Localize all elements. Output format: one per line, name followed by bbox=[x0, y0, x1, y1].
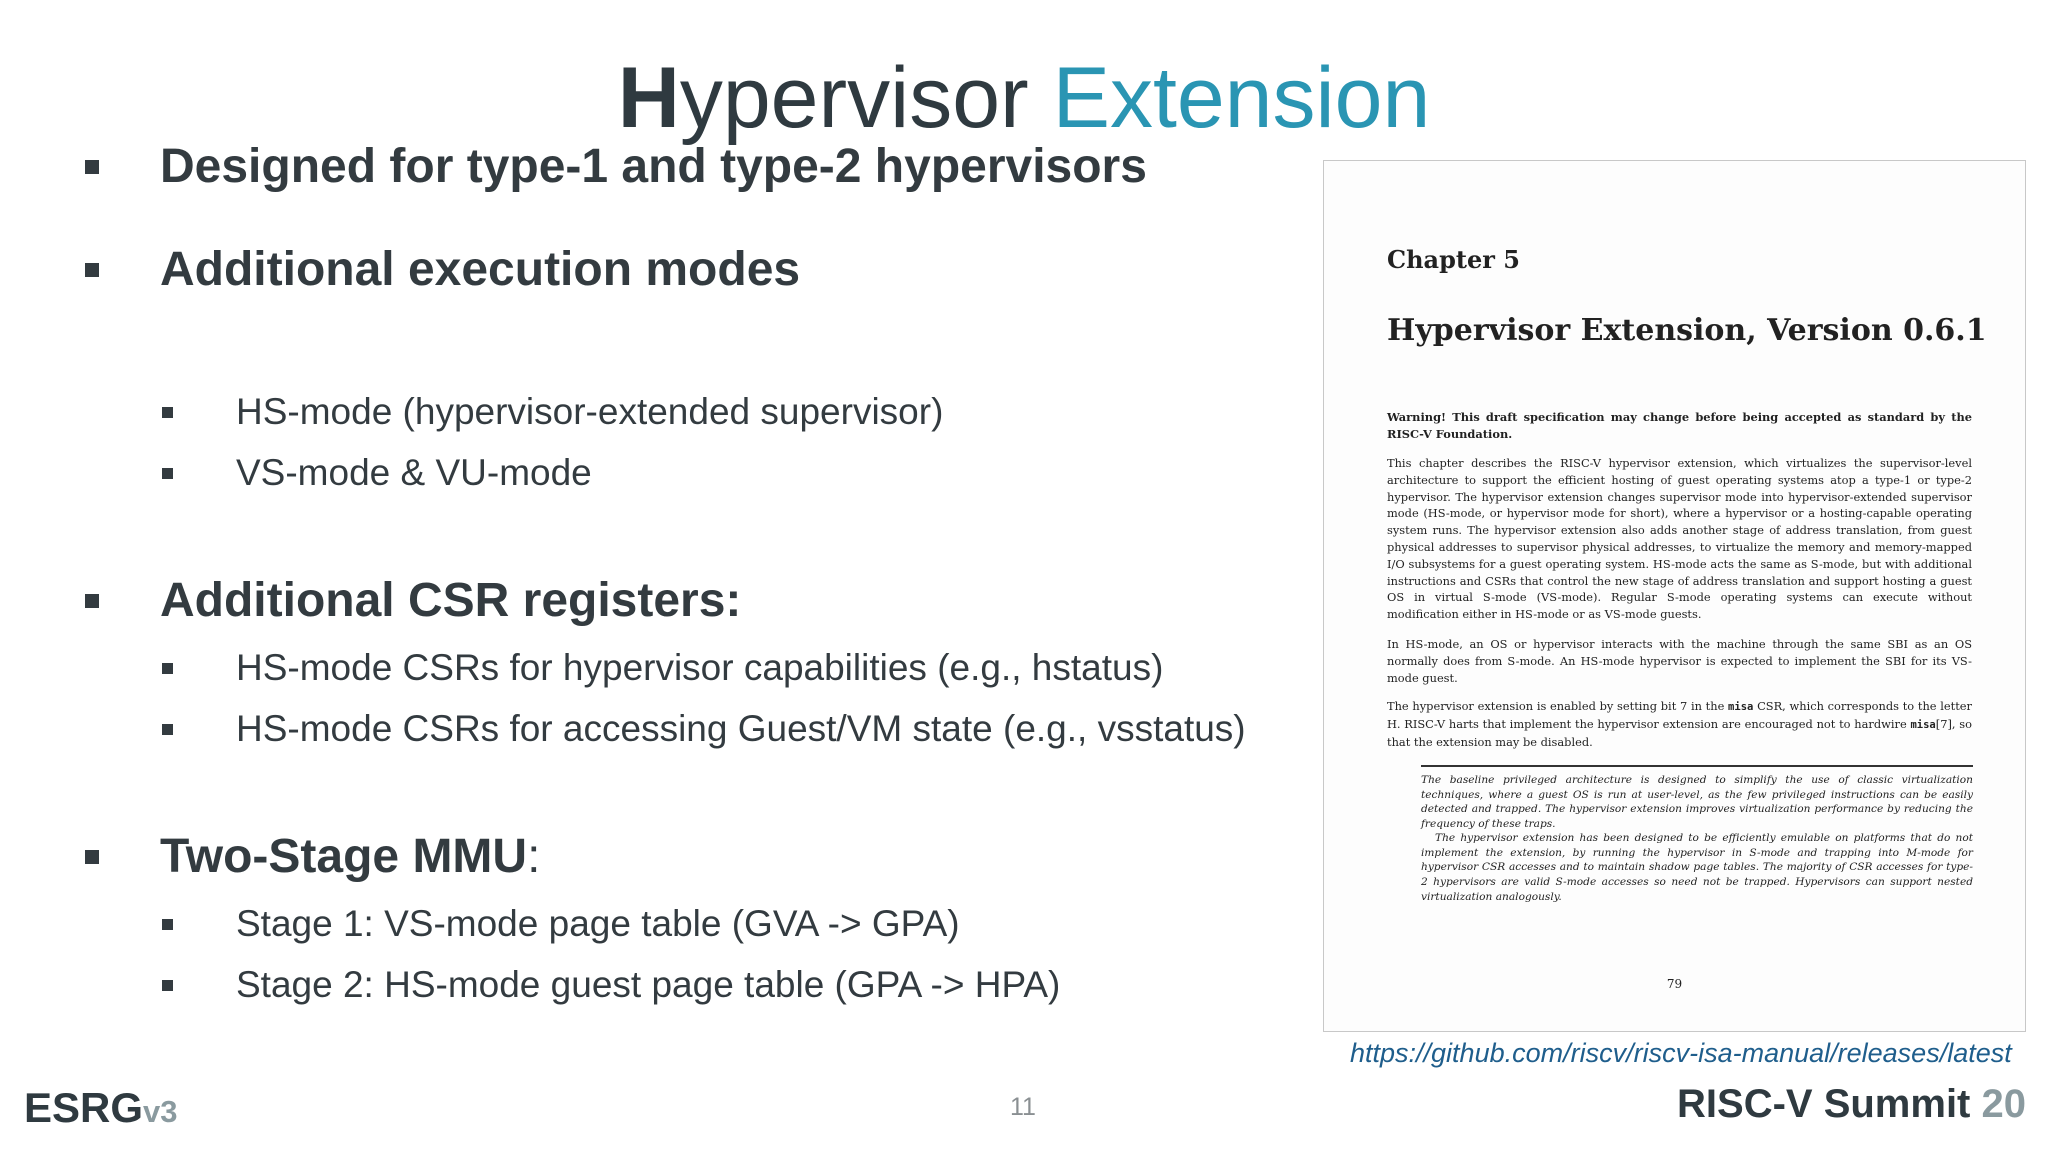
square-bullet-icon bbox=[85, 850, 99, 864]
square-bullet-icon bbox=[85, 594, 99, 608]
doc-page-number: 79 bbox=[1666, 977, 1683, 991]
sub-bullet-text: VS-mode & VU-mode bbox=[236, 452, 592, 493]
event-year: 20 bbox=[1981, 1082, 2026, 1126]
square-bullet-icon bbox=[162, 407, 173, 418]
doc-warning: Warning! This draft specification may change before being accepted as standard by the RISC-V Foundation. bbox=[1387, 410, 1972, 441]
sub-bullet-text: HS-mode CSRs for accessing Guest/VM state (e.g., vsstatus) bbox=[236, 708, 1246, 749]
bullet-text bbox=[160, 828, 540, 886]
doc-title: Hypervisor Extension, Version 0.6.1 bbox=[1387, 313, 1987, 348]
doc-commentary: The baseline privileged architecture is designed to simplify the use of classic virtualization techniques, where a guest OS is run at user-level, as the few privileged instructions can be easily detected and trapped. The hypervisor extension improves virtualization performance by reducing the frequency of these traps. bbox=[1421, 774, 1973, 831]
title-rest: ypervisor bbox=[679, 50, 1053, 146]
doc-text: CSR, which corresponds to the letter H. RISC-V harts that implement the hypervisor extension are encouraged not to hardwire bbox=[1387, 699, 1972, 731]
event-name: RISC-V Summit bbox=[1677, 1082, 1982, 1126]
doc-chapter: Chapter 5 bbox=[1387, 245, 1520, 274]
doc-text: The hypervisor extension is enabled by setting bit 7 in the bbox=[1387, 699, 1729, 713]
sub-bullet-text: Stage 2: HS-mode guest page table (GPA -> HPA) bbox=[236, 964, 1061, 1005]
slide-title bbox=[0, 48, 2048, 148]
logo-suffix: v3 bbox=[143, 1094, 178, 1129]
sub-bullet-text: HS-mode (hypervisor-extended supervisor) bbox=[236, 391, 944, 432]
bullet-text: Designed for type-1 and type-2 hypervisors bbox=[160, 140, 1147, 193]
event-logo bbox=[1677, 1082, 2026, 1127]
slide-number: 11 bbox=[1010, 1093, 1036, 1121]
doc-paragraph: In HS-mode, an OS or hypervisor interacts with the machine through the same SBI as an OS normally does from S-mode. An HS-mode hypervisor is expected to implement the SBI for its VS-mode guest. bbox=[1387, 637, 1972, 685]
logo-main: ESRG bbox=[24, 1084, 144, 1131]
bullet-text-colon: : bbox=[527, 830, 541, 883]
doc-commentary: The hypervisor extension has been designed to be efficiently emulable on platforms that do not implement the extension, by running the hypervisor in S-mode and trapping into M-mode for hypervisor CSR accesses and to maintain shadow page tables. The majority of CSR accesses for type-2 hypervisors are valid S-mode accesses so need not be trapped. Hypervisors can support nested virtualization analogously. bbox=[1421, 832, 1973, 903]
source-link[interactable]: https://github.com/riscv/riscv-isa-manual/releases/latest bbox=[1350, 1038, 2012, 1068]
square-bullet-icon bbox=[162, 724, 173, 735]
bullet-text: Additional execution modes bbox=[160, 243, 801, 296]
doc-divider bbox=[1421, 765, 1973, 767]
sub-bullet-text: HS-mode CSRs for hypervisor capabilities (e.g., hstatus) bbox=[236, 647, 1164, 688]
bullet-text-bold: Two-Stage MMU bbox=[160, 830, 528, 883]
doc-code: misa bbox=[1910, 718, 1936, 731]
doc-code: misa bbox=[1728, 701, 1754, 713]
sub-bullet-text: Stage 1: VS-mode page table (GVA -> GPA) bbox=[236, 903, 960, 944]
title-initial: H bbox=[617, 50, 680, 146]
square-bullet-icon bbox=[85, 263, 99, 277]
square-bullet-icon bbox=[162, 663, 173, 674]
doc-paragraph bbox=[1387, 698, 1972, 750]
square-bullet-icon bbox=[85, 160, 99, 174]
square-bullet-icon bbox=[162, 468, 173, 479]
square-bullet-icon bbox=[162, 980, 173, 991]
esrg-logo bbox=[24, 1084, 178, 1132]
doc-text: [7], so that the extension may be disabled. bbox=[1387, 716, 1972, 749]
title-highlight: Extension bbox=[1052, 50, 1431, 146]
spec-page-image bbox=[1323, 160, 2026, 1032]
square-bullet-icon bbox=[162, 919, 173, 930]
doc-paragraph: This chapter describes the RISC-V hypervisor extension, which virtualizes the supervisor-level architecture to support the efficient hosting of guest operating systems atop a type-1 or type-2 hypervisor. The hypervisor extension changes supervisor mode into hypervisor-extended supervisor mode (HS-mode, or hypervisor mode for short), where a hypervisor or a hosting-capable operating system runs. The hypervisor extension also adds another stage of address translation, from guest physical addresses to supervisor physical addresses, to virtualize the memory and memory-mapped I/O subsystems for a guest operating system. HS-mode acts the same as S-mode, but with additional instructions and CSRs that control the new stage of address translation and support hosting a guest OS in virtual S-mode (VS-mode). Regular S-mode operating systems can execute without modification either in HS-mode or as VS-mode guests. bbox=[1387, 456, 1972, 622]
bullet-text: Additional CSR registers: bbox=[160, 574, 742, 627]
